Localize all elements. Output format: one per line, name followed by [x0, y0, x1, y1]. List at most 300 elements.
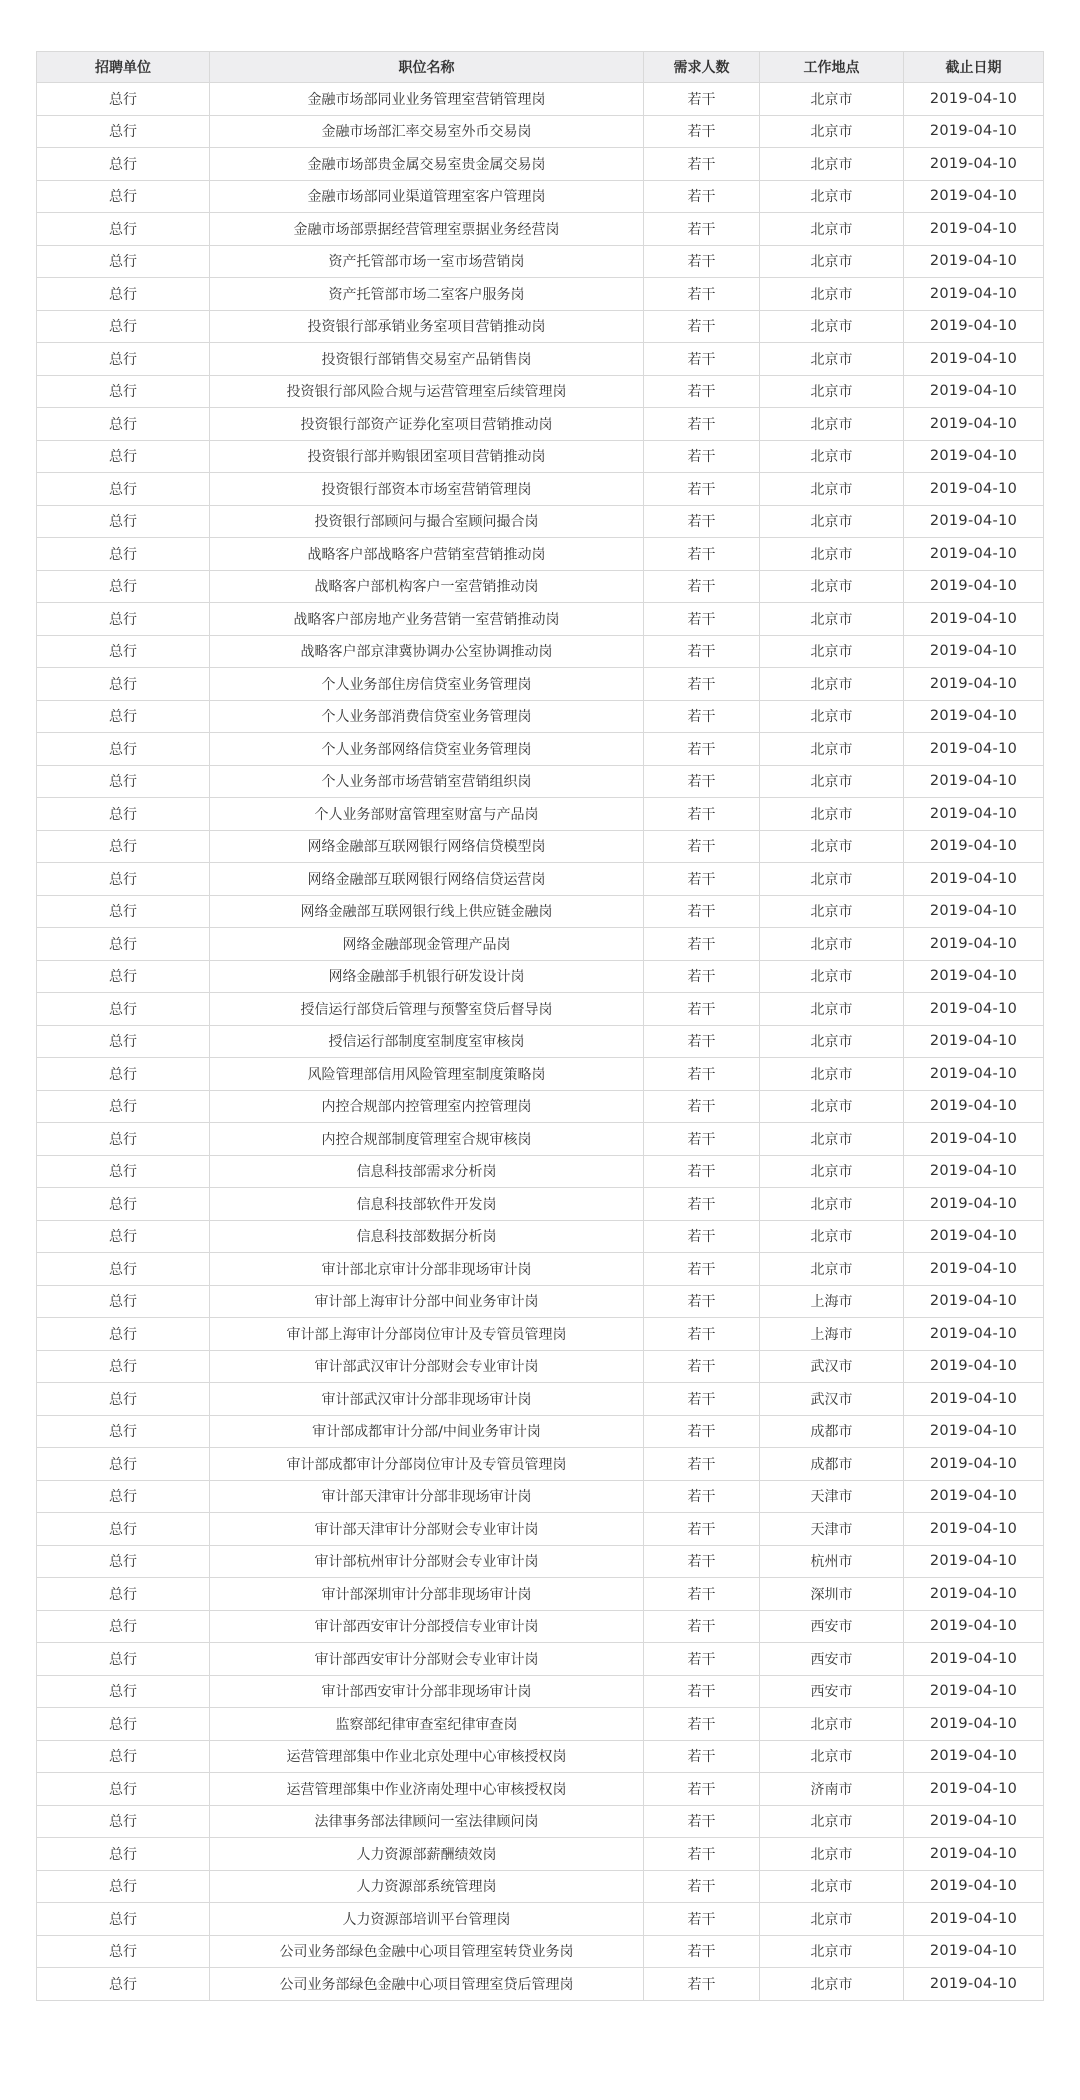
cell-location: 北京市 — [760, 1123, 904, 1156]
cell-position: 公司业务部绿色金融中心项目管理室贷后管理岗 — [210, 1968, 644, 2001]
table-row — [37, 570, 1044, 603]
cell-deadline: 2019-04-10 — [904, 603, 1044, 636]
cell-unit: 总行 — [37, 1383, 210, 1416]
cell-headcount: 若干 — [644, 310, 760, 343]
cell-deadline: 2019-04-10 — [904, 1480, 1044, 1513]
cell-deadline: 2019-04-10 — [904, 473, 1044, 506]
cell-deadline: 2019-04-10 — [904, 375, 1044, 408]
cell-position: 投资银行部资产证券化室项目营销推动岗 — [210, 408, 644, 441]
cell-headcount: 若干 — [644, 895, 760, 928]
cell-unit: 总行 — [37, 375, 210, 408]
table-row — [37, 1058, 1044, 1091]
cell-deadline: 2019-04-10 — [904, 538, 1044, 571]
cell-unit: 总行 — [37, 668, 210, 701]
cell-position: 审计部成都审计分部/中间业务审计岗 — [210, 1415, 644, 1448]
cell-position: 审计部天津审计分部财会专业审计岗 — [210, 1513, 644, 1546]
cell-position: 审计部西安审计分部非现场审计岗 — [210, 1675, 644, 1708]
cell-location: 北京市 — [760, 1058, 904, 1091]
cell-location: 北京市 — [760, 148, 904, 181]
cell-position: 审计部上海审计分部岗位审计及专管员管理岗 — [210, 1318, 644, 1351]
cell-location: 西安市 — [760, 1643, 904, 1676]
cell-position: 信息科技部软件开发岗 — [210, 1188, 644, 1221]
cell-deadline: 2019-04-10 — [904, 1350, 1044, 1383]
cell-headcount: 若干 — [644, 1773, 760, 1806]
table-row — [37, 1870, 1044, 1903]
table-row — [37, 1220, 1044, 1253]
table-row — [37, 1253, 1044, 1286]
cell-location: 北京市 — [760, 1935, 904, 1968]
cell-deadline: 2019-04-10 — [904, 993, 1044, 1026]
cell-location: 北京市 — [760, 1740, 904, 1773]
cell-location: 北京市 — [760, 440, 904, 473]
table-row — [37, 1480, 1044, 1513]
cell-location: 北京市 — [760, 635, 904, 668]
cell-position: 投资银行部顾问与撮合室顾问撮合岗 — [210, 505, 644, 538]
table-row — [37, 1513, 1044, 1546]
cell-location: 北京市 — [760, 700, 904, 733]
table-row — [37, 375, 1044, 408]
table-row — [37, 83, 1044, 116]
table-row — [37, 343, 1044, 376]
cell-location: 成都市 — [760, 1448, 904, 1481]
cell-deadline: 2019-04-10 — [904, 1838, 1044, 1871]
cell-headcount: 若干 — [644, 1188, 760, 1221]
cell-unit: 总行 — [37, 1025, 210, 1058]
cell-unit: 总行 — [37, 505, 210, 538]
cell-deadline: 2019-04-10 — [904, 440, 1044, 473]
cell-position: 个人业务部网络信贷室业务管理岗 — [210, 733, 644, 766]
cell-unit: 总行 — [37, 1090, 210, 1123]
cell-position: 个人业务部财富管理室财富与产品岗 — [210, 798, 644, 831]
cell-headcount: 若干 — [644, 733, 760, 766]
cell-headcount: 若干 — [644, 1415, 760, 1448]
cell-deadline: 2019-04-10 — [904, 213, 1044, 246]
cell-deadline: 2019-04-10 — [904, 1903, 1044, 1936]
cell-headcount: 若干 — [644, 863, 760, 896]
table-row — [37, 993, 1044, 1026]
table-row — [37, 1675, 1044, 1708]
table-row — [37, 278, 1044, 311]
cell-unit: 总行 — [37, 180, 210, 213]
cell-unit: 总行 — [37, 1188, 210, 1221]
cell-unit: 总行 — [37, 440, 210, 473]
cell-position: 人力资源部培训平台管理岗 — [210, 1903, 644, 1936]
cell-headcount: 若干 — [644, 700, 760, 733]
cell-location: 北京市 — [760, 570, 904, 603]
cell-deadline: 2019-04-10 — [904, 830, 1044, 863]
cell-deadline: 2019-04-10 — [904, 278, 1044, 311]
table-row — [37, 538, 1044, 571]
cell-location: 北京市 — [760, 115, 904, 148]
table-row — [37, 1805, 1044, 1838]
cell-headcount: 若干 — [644, 1090, 760, 1123]
cell-deadline: 2019-04-10 — [904, 1090, 1044, 1123]
cell-location: 北京市 — [760, 733, 904, 766]
cell-position: 运营管理部集中作业济南处理中心审核授权岗 — [210, 1773, 644, 1806]
cell-headcount: 若干 — [644, 1708, 760, 1741]
table-row — [37, 960, 1044, 993]
cell-position: 网络金融部互联网银行线上供应链金融岗 — [210, 895, 644, 928]
cell-unit: 总行 — [37, 1675, 210, 1708]
cell-headcount: 若干 — [644, 473, 760, 506]
cell-deadline: 2019-04-10 — [904, 1253, 1044, 1286]
cell-location: 北京市 — [760, 603, 904, 636]
cell-location: 北京市 — [760, 1838, 904, 1871]
cell-headcount: 若干 — [644, 928, 760, 961]
cell-location: 深圳市 — [760, 1578, 904, 1611]
cell-position: 审计部武汉审计分部非现场审计岗 — [210, 1383, 644, 1416]
cell-headcount: 若干 — [644, 993, 760, 1026]
cell-position: 公司业务部绿色金融中心项目管理室转贷业务岗 — [210, 1935, 644, 1968]
cell-position: 授信运行部制度室制度室审核岗 — [210, 1025, 644, 1058]
cell-position: 运营管理部集中作业北京处理中心审核授权岗 — [210, 1740, 644, 1773]
table-row — [37, 1578, 1044, 1611]
cell-unit: 总行 — [37, 1253, 210, 1286]
table-row — [37, 1188, 1044, 1221]
cell-deadline: 2019-04-10 — [904, 1025, 1044, 1058]
cell-headcount: 若干 — [644, 538, 760, 571]
cell-unit: 总行 — [37, 863, 210, 896]
cell-position: 监察部纪律审查室纪律审查岗 — [210, 1708, 644, 1741]
cell-deadline: 2019-04-10 — [904, 700, 1044, 733]
cell-headcount: 若干 — [644, 408, 760, 441]
cell-headcount: 若干 — [644, 1480, 760, 1513]
cell-unit: 总行 — [37, 1643, 210, 1676]
table-row — [37, 765, 1044, 798]
cell-deadline: 2019-04-10 — [904, 1870, 1044, 1903]
cell-location: 北京市 — [760, 408, 904, 441]
cell-unit: 总行 — [37, 1513, 210, 1546]
cell-deadline: 2019-04-10 — [904, 1708, 1044, 1741]
cell-headcount: 若干 — [644, 343, 760, 376]
table-row — [37, 440, 1044, 473]
cell-position: 风险管理部信用风险管理室制度策略岗 — [210, 1058, 644, 1091]
cell-position: 审计部天津审计分部非现场审计岗 — [210, 1480, 644, 1513]
cell-location: 西安市 — [760, 1675, 904, 1708]
cell-position: 个人业务部住房信贷室业务管理岗 — [210, 668, 644, 701]
cell-position: 审计部成都审计分部岗位审计及专管员管理岗 — [210, 1448, 644, 1481]
header-row — [37, 52, 1044, 83]
cell-location: 北京市 — [760, 1025, 904, 1058]
cell-headcount: 若干 — [644, 635, 760, 668]
cell-headcount: 若干 — [644, 1643, 760, 1676]
cell-location: 西安市 — [760, 1610, 904, 1643]
cell-headcount: 若干 — [644, 830, 760, 863]
cell-position: 投资银行部资本市场室营销管理岗 — [210, 473, 644, 506]
cell-unit: 总行 — [37, 1350, 210, 1383]
cell-unit: 总行 — [37, 895, 210, 928]
table-row — [37, 180, 1044, 213]
cell-location: 北京市 — [760, 505, 904, 538]
cell-headcount: 若干 — [644, 440, 760, 473]
cell-headcount: 若干 — [644, 1448, 760, 1481]
table-row — [37, 148, 1044, 181]
recruitment-table-container — [36, 51, 1043, 2001]
cell-unit: 总行 — [37, 213, 210, 246]
cell-location: 北京市 — [760, 473, 904, 506]
cell-location: 济南市 — [760, 1773, 904, 1806]
cell-deadline: 2019-04-10 — [904, 1155, 1044, 1188]
cell-deadline: 2019-04-10 — [904, 1675, 1044, 1708]
cell-deadline: 2019-04-10 — [904, 570, 1044, 603]
cell-position: 信息科技部需求分析岗 — [210, 1155, 644, 1188]
cell-location: 北京市 — [760, 1220, 904, 1253]
cell-headcount: 若干 — [644, 1968, 760, 2001]
cell-unit: 总行 — [37, 1740, 210, 1773]
cell-unit: 总行 — [37, 570, 210, 603]
cell-headcount: 若干 — [644, 1058, 760, 1091]
cell-position: 人力资源部薪酬绩效岗 — [210, 1838, 644, 1871]
cell-position: 个人业务部消费信贷室业务管理岗 — [210, 700, 644, 733]
cell-position: 资产托管部市场二室客户服务岗 — [210, 278, 644, 311]
table-row — [37, 733, 1044, 766]
cell-unit: 总行 — [37, 310, 210, 343]
cell-deadline: 2019-04-10 — [904, 635, 1044, 668]
cell-location: 北京市 — [760, 1188, 904, 1221]
cell-location: 北京市 — [760, 310, 904, 343]
cell-unit: 总行 — [37, 1058, 210, 1091]
table-row — [37, 1903, 1044, 1936]
cell-position: 法律事务部法律顾问一室法律顾问岗 — [210, 1805, 644, 1838]
cell-unit: 总行 — [37, 1968, 210, 2001]
cell-unit: 总行 — [37, 765, 210, 798]
cell-headcount: 若干 — [644, 1383, 760, 1416]
cell-position: 网络金融部互联网银行网络信贷运营岗 — [210, 863, 644, 896]
cell-deadline: 2019-04-10 — [904, 408, 1044, 441]
cell-position: 网络金融部互联网银行网络信贷模型岗 — [210, 830, 644, 863]
cell-unit: 总行 — [37, 1220, 210, 1253]
cell-deadline: 2019-04-10 — [904, 1188, 1044, 1221]
cell-position: 投资银行部并购银团室项目营销推动岗 — [210, 440, 644, 473]
cell-location: 北京市 — [760, 213, 904, 246]
cell-location: 北京市 — [760, 993, 904, 1026]
cell-headcount: 若干 — [644, 1578, 760, 1611]
cell-deadline: 2019-04-10 — [904, 1220, 1044, 1253]
cell-position: 审计部西安审计分部财会专业审计岗 — [210, 1643, 644, 1676]
cell-location: 北京市 — [760, 863, 904, 896]
cell-headcount: 若干 — [644, 1220, 760, 1253]
table-row — [37, 1415, 1044, 1448]
cell-position: 网络金融部手机银行研发设计岗 — [210, 960, 644, 993]
cell-location: 北京市 — [760, 278, 904, 311]
cell-headcount: 若干 — [644, 1285, 760, 1318]
cell-deadline: 2019-04-10 — [904, 1545, 1044, 1578]
cell-position: 信息科技部数据分析岗 — [210, 1220, 644, 1253]
cell-position: 授信运行部贷后管理与预警室贷后督导岗 — [210, 993, 644, 1026]
cell-unit: 总行 — [37, 148, 210, 181]
cell-deadline: 2019-04-10 — [904, 1968, 1044, 2001]
cell-position: 金融市场部票据经营管理室票据业务经营岗 — [210, 213, 644, 246]
cell-deadline: 2019-04-10 — [904, 1383, 1044, 1416]
table-row — [37, 1773, 1044, 1806]
cell-unit: 总行 — [37, 1448, 210, 1481]
cell-unit: 总行 — [37, 1155, 210, 1188]
cell-location: 北京市 — [760, 245, 904, 278]
cell-deadline: 2019-04-10 — [904, 505, 1044, 538]
cell-position: 金融市场部同业渠道管理室客户管理岗 — [210, 180, 644, 213]
table-row — [37, 895, 1044, 928]
table-row — [37, 1318, 1044, 1351]
cell-location: 北京市 — [760, 1805, 904, 1838]
cell-location: 北京市 — [760, 1903, 904, 1936]
cell-location: 北京市 — [760, 538, 904, 571]
cell-headcount: 若干 — [644, 505, 760, 538]
header-location: 工作地点 — [760, 52, 904, 83]
cell-deadline: 2019-04-10 — [904, 1935, 1044, 1968]
cell-unit: 总行 — [37, 1935, 210, 1968]
cell-position: 战略客户部京津冀协调办公室协调推动岗 — [210, 635, 644, 668]
cell-deadline: 2019-04-10 — [904, 1415, 1044, 1448]
table-row — [37, 1155, 1044, 1188]
cell-location: 北京市 — [760, 1155, 904, 1188]
table-row — [37, 1025, 1044, 1058]
cell-unit: 总行 — [37, 1578, 210, 1611]
cell-deadline: 2019-04-10 — [904, 1805, 1044, 1838]
cell-position: 审计部上海审计分部中间业务审计岗 — [210, 1285, 644, 1318]
cell-headcount: 若干 — [644, 1253, 760, 1286]
cell-deadline: 2019-04-10 — [904, 1058, 1044, 1091]
cell-unit: 总行 — [37, 993, 210, 1026]
cell-location: 北京市 — [760, 1090, 904, 1123]
cell-unit: 总行 — [37, 408, 210, 441]
table-header — [37, 52, 1044, 83]
cell-location: 北京市 — [760, 83, 904, 116]
cell-location: 天津市 — [760, 1480, 904, 1513]
cell-position: 内控合规部制度管理室合规审核岗 — [210, 1123, 644, 1156]
cell-location: 北京市 — [760, 928, 904, 961]
cell-deadline: 2019-04-10 — [904, 343, 1044, 376]
cell-headcount: 若干 — [644, 798, 760, 831]
cell-unit: 总行 — [37, 1903, 210, 1936]
cell-unit: 总行 — [37, 1123, 210, 1156]
table-row — [37, 1610, 1044, 1643]
cell-deadline: 2019-04-10 — [904, 1643, 1044, 1676]
table-row — [37, 473, 1044, 506]
table-row — [37, 1838, 1044, 1871]
cell-position: 投资银行部承销业务室项目营销推动岗 — [210, 310, 644, 343]
cell-unit: 总行 — [37, 603, 210, 636]
table-row — [37, 310, 1044, 343]
cell-position: 投资银行部风险合规与运营管理室后续管理岗 — [210, 375, 644, 408]
cell-headcount: 若干 — [644, 1545, 760, 1578]
cell-deadline: 2019-04-10 — [904, 1123, 1044, 1156]
cell-headcount: 若干 — [644, 213, 760, 246]
cell-unit: 总行 — [37, 343, 210, 376]
cell-deadline: 2019-04-10 — [904, 765, 1044, 798]
cell-location: 成都市 — [760, 1415, 904, 1448]
table-row — [37, 1448, 1044, 1481]
cell-headcount: 若干 — [644, 1935, 760, 1968]
cell-headcount: 若干 — [644, 1155, 760, 1188]
cell-headcount: 若干 — [644, 603, 760, 636]
cell-headcount: 若干 — [644, 1805, 760, 1838]
cell-unit: 总行 — [37, 700, 210, 733]
table-row — [37, 213, 1044, 246]
cell-deadline: 2019-04-10 — [904, 115, 1044, 148]
cell-headcount: 若干 — [644, 1318, 760, 1351]
cell-unit: 总行 — [37, 83, 210, 116]
cell-unit: 总行 — [37, 798, 210, 831]
cell-location: 北京市 — [760, 1708, 904, 1741]
cell-location: 上海市 — [760, 1318, 904, 1351]
cell-location: 北京市 — [760, 343, 904, 376]
cell-headcount: 若干 — [644, 148, 760, 181]
cell-location: 北京市 — [760, 375, 904, 408]
cell-unit: 总行 — [37, 1805, 210, 1838]
cell-unit: 总行 — [37, 1870, 210, 1903]
cell-deadline: 2019-04-10 — [904, 148, 1044, 181]
cell-unit: 总行 — [37, 278, 210, 311]
cell-deadline: 2019-04-10 — [904, 863, 1044, 896]
cell-deadline: 2019-04-10 — [904, 1578, 1044, 1611]
cell-unit: 总行 — [37, 635, 210, 668]
cell-unit: 总行 — [37, 1318, 210, 1351]
table-row — [37, 1935, 1044, 1968]
cell-location: 北京市 — [760, 668, 904, 701]
cell-deadline: 2019-04-10 — [904, 83, 1044, 116]
table-row — [37, 1545, 1044, 1578]
table-row — [37, 1740, 1044, 1773]
cell-headcount: 若干 — [644, 115, 760, 148]
cell-headcount: 若干 — [644, 960, 760, 993]
cell-headcount: 若干 — [644, 1610, 760, 1643]
cell-position: 资产托管部市场一室市场营销岗 — [210, 245, 644, 278]
cell-position: 审计部西安审计分部授信专业审计岗 — [210, 1610, 644, 1643]
table-row — [37, 245, 1044, 278]
cell-deadline: 2019-04-10 — [904, 798, 1044, 831]
cell-deadline: 2019-04-10 — [904, 1318, 1044, 1351]
cell-deadline: 2019-04-10 — [904, 960, 1044, 993]
cell-headcount: 若干 — [644, 1675, 760, 1708]
cell-deadline: 2019-04-10 — [904, 733, 1044, 766]
cell-headcount: 若干 — [644, 1838, 760, 1871]
cell-position: 投资银行部销售交易室产品销售岗 — [210, 343, 644, 376]
cell-position: 审计部北京审计分部非现场审计岗 — [210, 1253, 644, 1286]
cell-unit: 总行 — [37, 538, 210, 571]
cell-deadline: 2019-04-10 — [904, 895, 1044, 928]
cell-location: 杭州市 — [760, 1545, 904, 1578]
cell-unit: 总行 — [37, 1708, 210, 1741]
cell-location: 武汉市 — [760, 1383, 904, 1416]
table-row — [37, 1350, 1044, 1383]
cell-deadline: 2019-04-10 — [904, 668, 1044, 701]
table-row — [37, 798, 1044, 831]
table-row — [37, 863, 1044, 896]
cell-deadline: 2019-04-10 — [904, 1285, 1044, 1318]
cell-unit: 总行 — [37, 1285, 210, 1318]
cell-deadline: 2019-04-10 — [904, 1610, 1044, 1643]
cell-position: 金融市场部同业业务管理室营销管理岗 — [210, 83, 644, 116]
cell-deadline: 2019-04-10 — [904, 1513, 1044, 1546]
cell-unit: 总行 — [37, 1773, 210, 1806]
cell-unit: 总行 — [37, 1838, 210, 1871]
table-row — [37, 115, 1044, 148]
table-row — [37, 1708, 1044, 1741]
cell-deadline: 2019-04-10 — [904, 245, 1044, 278]
table-row — [37, 603, 1044, 636]
cell-headcount: 若干 — [644, 1025, 760, 1058]
cell-position: 战略客户部战略客户营销室营销推动岗 — [210, 538, 644, 571]
cell-unit: 总行 — [37, 960, 210, 993]
cell-position: 个人业务部市场营销室营销组织岗 — [210, 765, 644, 798]
cell-location: 武汉市 — [760, 1350, 904, 1383]
cell-headcount: 若干 — [644, 1740, 760, 1773]
table-row — [37, 1383, 1044, 1416]
cell-unit: 总行 — [37, 245, 210, 278]
cell-position: 人力资源部系统管理岗 — [210, 1870, 644, 1903]
table-row — [37, 928, 1044, 961]
cell-location: 北京市 — [760, 1253, 904, 1286]
